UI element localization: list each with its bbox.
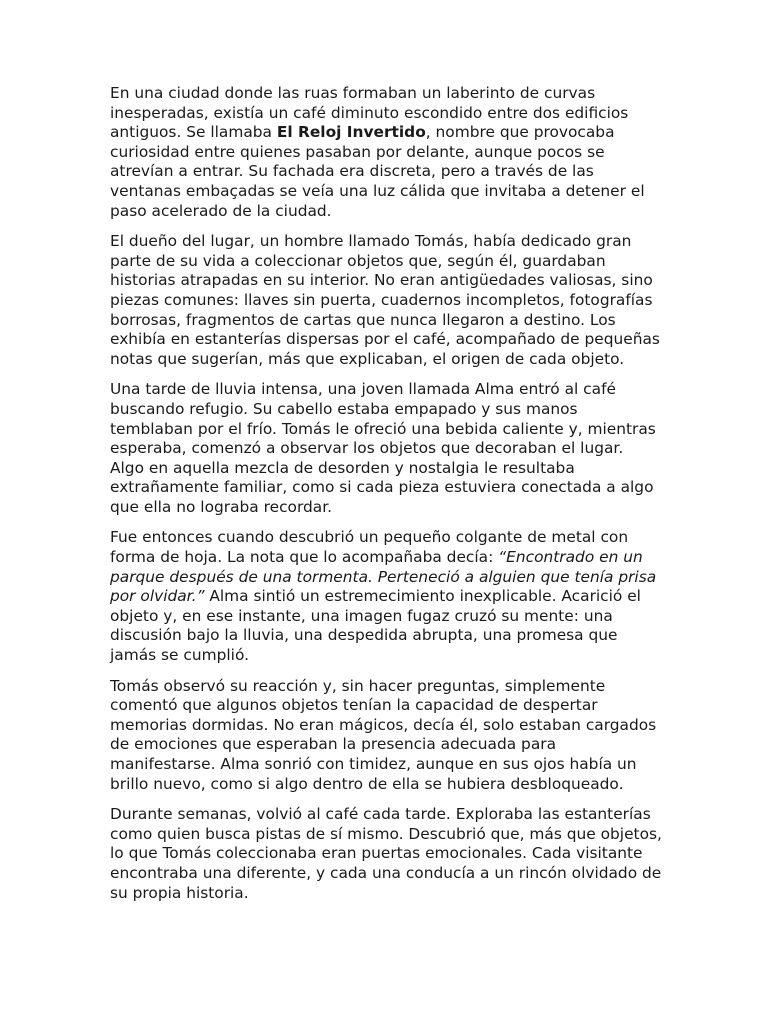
paragraph-1 [110,84,662,221]
document-page [110,84,662,914]
paragraph-4-text-end: Alma sintió un estremecimiento inexplicable. Acarició el objeto y, en ese instante, una imagen fugaz cruzó su mente: una discusión bajo la lluvia, una despedida abrupta, una promesa que jamás se cumplió. [110,587,641,665]
paragraph-3: Una tarde de lluvia intensa, una joven llamada Alma entró al café buscando refugio. Su cabello estaba empapado y sus manos temblaban por el frío. Tomás le ofreció una bebida caliente y, mientras esperaba, comenzó a observar los objetos que decoraban el lugar. Algo en aquella mezcla de desorden y nostalgia le resultaba extrañamente familiar, como si cada pieza estuviera conectada a algo que ella no lograba recordar. [110,380,656,516]
paragraph-4-text-start: Fue entonces cuando descubrió un pequeño colgante de metal con forma de hoja. La nota que lo acompañaba decía: [110,528,629,567]
paragraph-1-text-end: , nombre que provocaba curiosidad entre quienes pasaban por delante, aunque pocos se atrevían a entrar. Su fachada era discreta, pero a través de las ventanas embaçadas se veía una luz cálida que invitaba a detener el paso acelerado de la ciudad. [110,123,645,220]
paragraph-1-text-start: En una ciudad donde las ruas formaban un laberinto de curvas inesperadas, existía un café diminuto escondido entre dos edificios antiguos. Se llamaba [110,84,629,142]
paragraph-2: El dueño del lugar, un hombre llamado Tomás, había dedicado gran parte de su vida a coleccionar objetos que, según él, guardaban historias atrapadas en su interior. No eran antigüedades valiosas, sino piezas comunes: llaves sin puerta, cuadernos incompletos, fotografías borrosas, fragmentos de cartas que nunca llegaron a destino. Los exhibía en estanterías dispersas por el café, acompañado de pequeñas notas que sugerían, más que explicaban, el origen de cada objeto. [110,232,660,368]
paragraph-4 [110,528,662,665]
paragraph-6: Durante semanas, volvió al café cada tarde. Exploraba las estanterías como quien busca pistas de sí mismo. Descubrió que, más que objetos, lo que Tomás coleccionaba eran puertas emocionales. Cada visitante encontraba una diferente, y cada una conducía a un rincón olvidado de su propia historia. [110,805,662,902]
cafe-name: El Reloj Invertido [276,123,426,142]
note-quote: “Encontrado en un parque después de una tormenta. Perteneció a alguien que tenía prisa por olvidar.” [110,548,657,606]
paragraph-5: Tomás observó su reacción y, sin hacer preguntas, simplemente comentó que algunos objetos tenían la capacidad de despertar memorias dormidas. No eran mágicos, decía él, solo estaban cargados de emociones que esperaban la presencia adecuada para manifestarse. Alma sonrió con timidez, aunque en sus ojos había un brillo nuevo, como si algo dentro de ella se hubiera desbloqueado. [110,676,657,793]
